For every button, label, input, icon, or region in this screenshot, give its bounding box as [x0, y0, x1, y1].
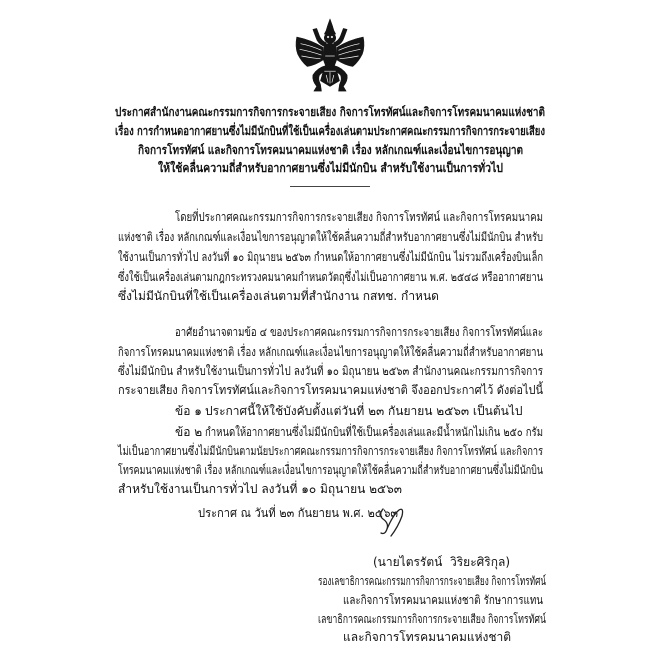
header-line: กิจการโทรทัศน์ และกิจการโทรคมนาคมแห่งชาติ เรื่อง หลักเกณฑ์และเงื่อนไขการอนุญาต — [137, 143, 523, 157]
paragraph-line: กิจการโทรคมนาคมแห่งชาติ เรื่อง หลักเกณฑ์และเงื่อนไขการอนุญาตให้ใช้คลื่นความถี่สำหรับอากาศยาน — [118, 345, 543, 359]
paragraph-line: อาศัยอำนาจตามข้อ ๔ ของประกาศคณะกรรมการกิจการกระจายเสียง กิจการโทรทัศน์และ — [175, 325, 543, 339]
paragraph-line: ซึ่งใช้เป็นเครื่องเล่นตามกฎกระทรวงคมนาคมกำหนดวัตถุซึ่งไม่เป็นอากาศยาน พ.ศ. ๒๕๔๘ หรืออากาศยาน — [118, 270, 543, 284]
paragraph-line: ซึ่งไม่มีนักบิน สำหรับใช้งานเป็นการทั่วไป ลงวันที่ ๑๐ มิถุนายน ๒๕๖๓ สำนักงานคณะกรรมการกิจการ — [118, 364, 543, 378]
signatory-title-line: รองเลขาธิการคณะกรรมการกิจการกระจายเสียง กิจการโทรทัศน์ — [318, 574, 546, 588]
header-line: ประกาศสำนักงานคณะกรรมการกิจการกระจายเสียง กิจการโทรทัศน์และกิจการโทรคมนาคมแห่งชาติ — [115, 105, 545, 119]
signature — [376, 504, 410, 540]
clause-line: ประกาศนี้ให้ใช้บังคับตั้งแต่วันที่ ๒๓ กันยายน ๒๕๖๓ เป็นต้นไป — [205, 404, 523, 418]
clause-line: ไม่เป็นอากาศยานซึ่งไม่มีนักบินตามนัยประกาศคณะกรรมการกิจการกระจายเสียง กิจการโทรทัศน์ และกิจการ — [118, 444, 543, 458]
signatory-title-line: เลขาธิการคณะกรรมการกิจการกระจายเสียง กิจการโทรทัศน์ — [318, 612, 546, 626]
garuda-emblem — [292, 16, 368, 96]
signature-stroke — [381, 509, 403, 536]
paragraph-line: ใช้งานเป็นการทั่วไป ลงวันที่ ๑๐ มิถุนายน ๒๕๖๓ กำหนดให้อากาศยานซึ่งไม่มีนักบิน ไม่รวมถึงเครื่องบินเล็ก — [118, 250, 543, 264]
signatory-name: (นายไตรรัตน์ วิริยะศิริกุล) — [373, 555, 511, 569]
header-line: ให้ใช้คลื่นความถี่สำหรับอากาศยานซึ่งไม่มีนักบิน สำหรับใช้งานเป็นการทั่วไป — [157, 161, 503, 175]
clause-label: ข้อ ๒ — [175, 425, 203, 439]
clause-line: กำหนดให้อากาศยานซึ่งไม่มีนักบินที่ใช้เป็นเครื่องเล่นและมีน้ำหนักไม่เกิน ๒๕๐ กรัม — [205, 425, 543, 439]
clause-line: โทรคมนาคมแห่งชาติ เรื่อง หลักเกณฑ์และเงื่อนไขการอนุญาตให้ใช้คลื่นความถี่สำหรับอากาศยานซึ่งไม่มีนักบิน — [118, 463, 543, 477]
emblem-crown — [324, 19, 335, 34]
emblem-torso — [323, 44, 336, 68]
clause-label: ข้อ ๑ — [175, 404, 202, 418]
issue-date: ประกาศ ณ วันที่ ๒๓ กันยายน พ.ศ. ๒๕๖๓ — [198, 506, 398, 520]
signatory-title-line: และกิจการโทรคมนาคมแห่งชาติ รักษาการแทน — [343, 593, 543, 607]
header-divider — [290, 186, 370, 187]
signatory-title-line: และกิจการโทรคมนาคมแห่งชาติ — [343, 630, 512, 644]
header-line: เรื่อง การกำหนดอากาศยานซึ่งไม่มีนักบินที่ใช้เป็นเครื่องเล่นตามประกาศคณะกรรมการกิจการกระจายเสียง — [115, 124, 545, 138]
paragraph-line: โดยที่ประกาศคณะกรรมการกิจการกระจายเสียง กิจการโทรทัศน์ และกิจการโทรคมนาคม — [175, 210, 543, 224]
clause-line: สำหรับใช้งานเป็นการทั่วไป ลงวันที่ ๑๐ มิถุนายน ๒๕๖๓ — [118, 482, 402, 496]
paragraph-line: แห่งชาติ เรื่อง หลักเกณฑ์และเงื่อนไขการอนุญาตให้ใช้คลื่นความถี่สำหรับอากาศยานซึ่งไม่มีนักบิน สำหรับ — [118, 230, 543, 244]
paragraph-line: กระจายเสียง กิจการโทรทัศน์และกิจการโทรคมนาคมแห่งชาติ จึงออกประกาศไว้ ดังต่อไปนี้ — [118, 383, 543, 397]
paragraph-line: ซึ่งไม่มีนักบินที่ใช้เป็นเครื่องเล่นตามที่สำนักงาน กสทช. กำหนด — [118, 289, 439, 303]
